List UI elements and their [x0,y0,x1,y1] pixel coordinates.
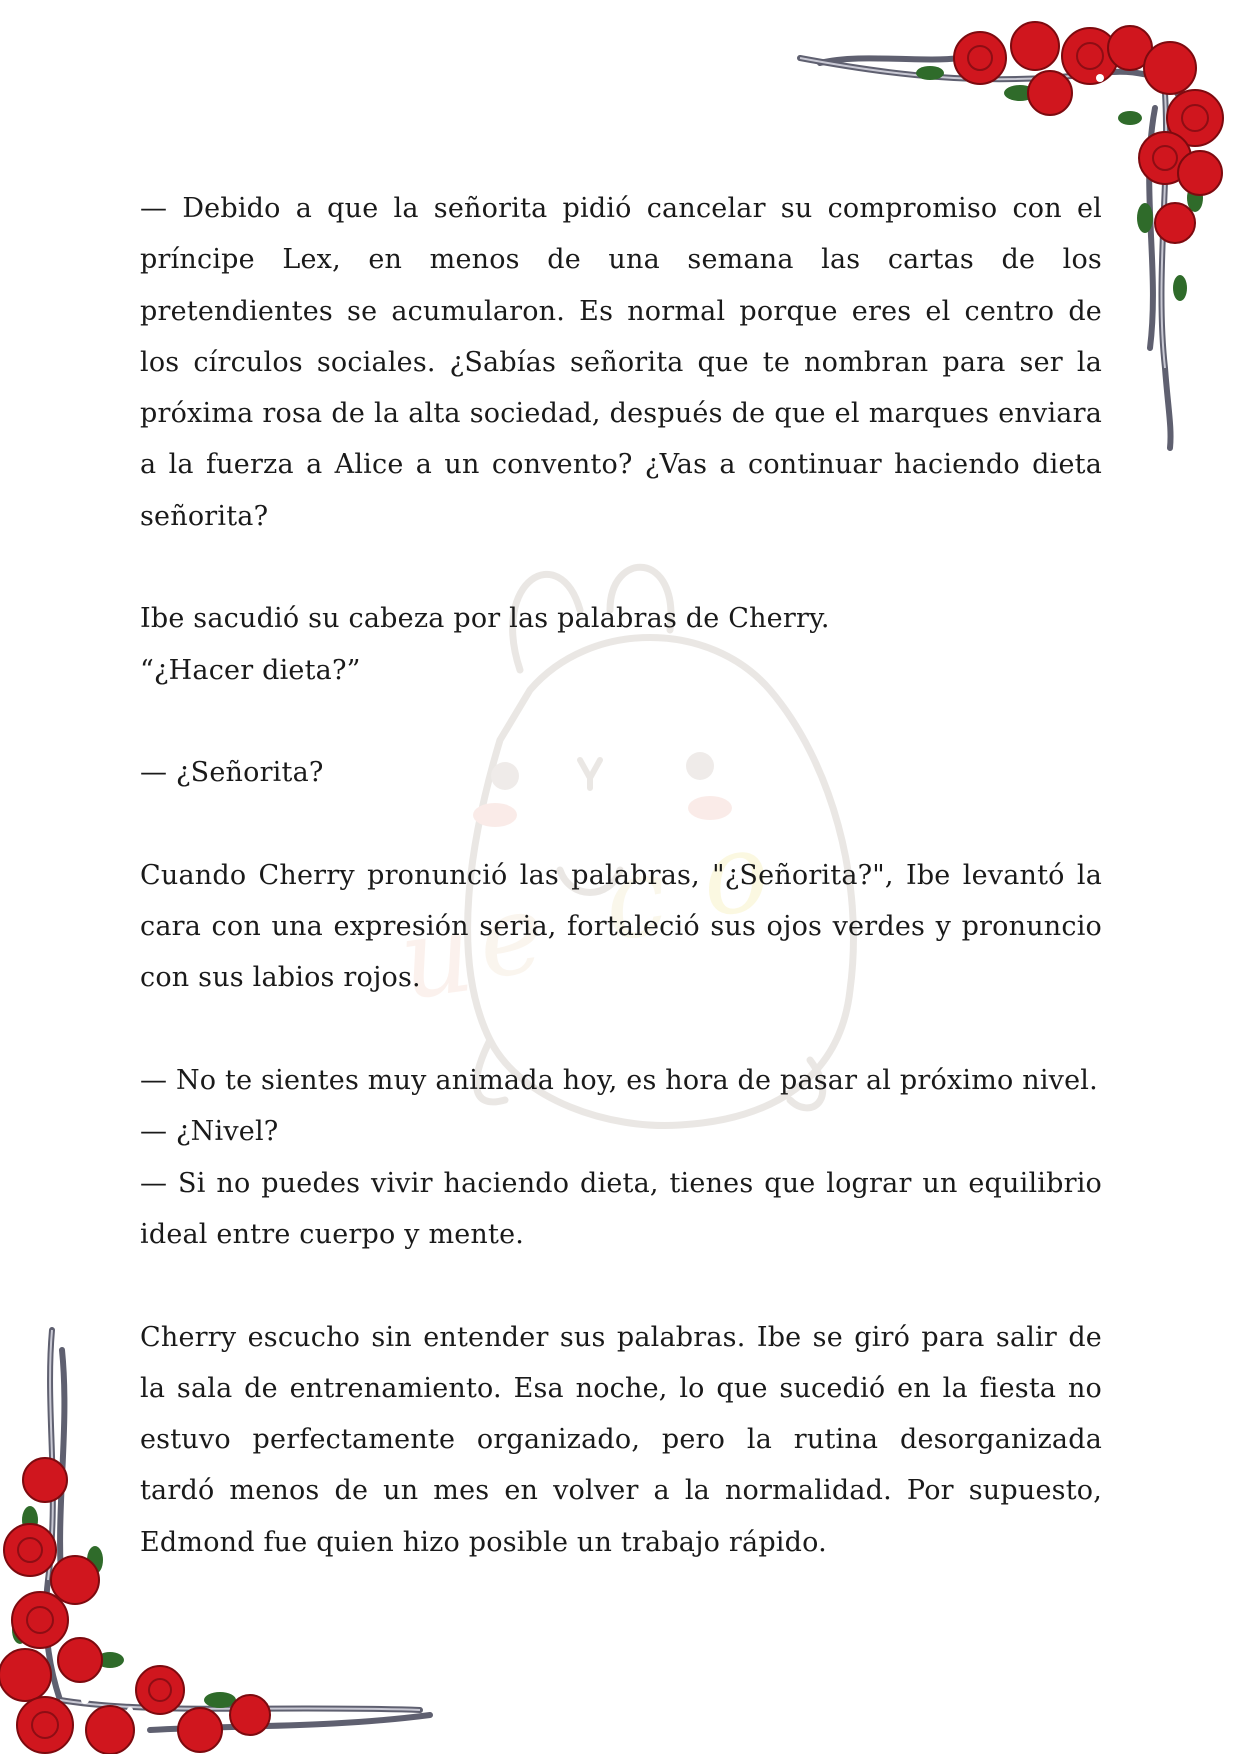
paragraph-dialogue-cherry-3: — ¿Nivel? [140,1116,279,1148]
paragraph-dialogue-cherry-1: — Debido a que la señorita pidió cancelar su compromiso con el príncipe Lex, en menos de una semana las cartas de los pretendientes se acumularon. Es normal porque eres el centro de los círculos sociales. ¿Sabías señorita que te nombran para ser la próxima rosa de la alta sociedad, después de que el marques enviara a la fuerza a Alice a un convento? ¿Vas a continuar haciendo dieta señorita? [140,193,1102,532]
svg-text:e: e [469,867,553,1004]
story-text [140,183,1102,1568]
paragraph-gap [140,1004,1102,1055]
paragraph-gap [140,1260,1102,1311]
paragraph-gap [140,542,1102,593]
svg-text:o: o [693,805,777,942]
paragraph-thought-1: “¿Hacer dieta?” [140,654,361,686]
paragraph-dialogue-ibe-1: — No te sientes muy animada hoy, es hora de pasar al próximo nivel. [140,1065,1098,1097]
paragraph-dialogue-cherry-2: — ¿Señorita? [140,757,324,789]
paragraph-narration-1: Ibe sacudió su cabeza por las palabras de Cherry. [140,603,830,635]
paragraph-dialogue-ibe-2: — Si no puedes vivir haciendo dieta, tienes que lograr un equilibrio ideal entre cuerpo y mente. [140,1167,1102,1250]
svg-text:c: c [595,830,675,966]
svg-text:u: u [392,888,481,1025]
paragraph-gap [140,696,1102,747]
paragraph-narration-2: Cuando Cherry pronunció las palabras, "¿Señorita?", Ibe levantó la cara con una expresión seria, fortaleció sus ojos verdes y pronuncio con sus labios rojos. [140,859,1102,994]
paragraph-narration-3: Cherry escucho sin entender sus palabras. Ibe se giró para salir de la sala de entrenamiento. Esa noche, lo que sucedió en la fiesta no estuvo perfectamente organizado, pero la rutina desorganizada tardó menos de un mes en volver a la normalidad. Por supuesto, Edmond fue quien hizo posible un trabajo rápido. [140,1321,1102,1558]
paragraph-gap [140,799,1102,850]
